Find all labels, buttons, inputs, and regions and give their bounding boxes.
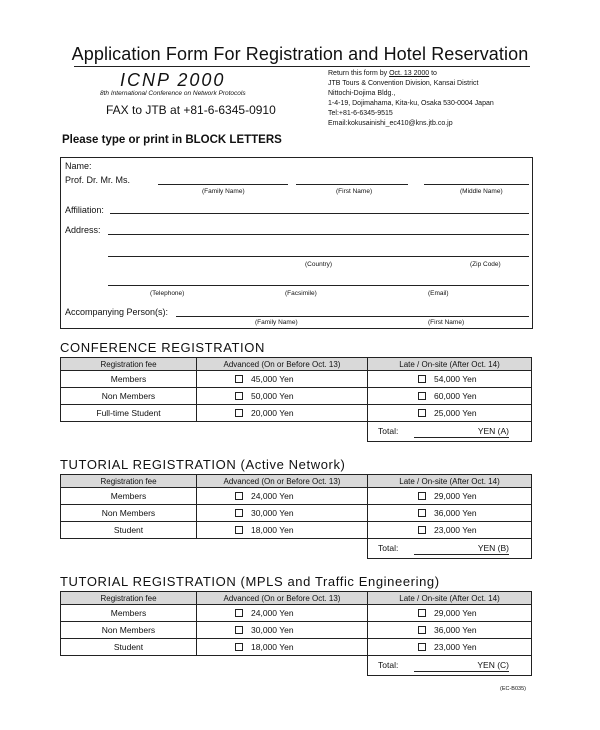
table-row [61, 639, 532, 656]
fee-category: Student [61, 639, 197, 656]
affiliation-label: Affiliation: [65, 205, 104, 215]
table-row [61, 388, 532, 405]
tutorial-mpls-section-title: TUTORIAL REGISTRATION (MPLS and Traffic Engineering) [60, 574, 440, 589]
late-option[interactable]: 60,000 Yen [368, 388, 532, 405]
header-advanced: Advanced (On or Before Oct. 13) [197, 592, 368, 605]
table-row [61, 505, 532, 522]
address-line: Tel:+81-6-6345-9515 [328, 110, 393, 117]
fee-category: Non Members [61, 388, 197, 405]
tutorial-active-fee-table [60, 474, 532, 559]
advanced-option[interactable]: 45,000 Yen [197, 371, 368, 388]
fee-category: Student [61, 522, 197, 539]
contact-field[interactable] [108, 285, 529, 286]
affiliation-field[interactable] [110, 213, 529, 214]
checkbox[interactable] [418, 392, 426, 400]
accompanying-field[interactable] [176, 316, 529, 317]
late-option[interactable]: 25,000 Yen [368, 405, 532, 422]
header-advanced: Advanced (On or Before Oct. 13) [197, 358, 368, 371]
fax-number: FAX to JTB at +81-6-6345-0910 [106, 103, 276, 117]
table-row [61, 622, 532, 639]
advanced-option[interactable]: 24,000 Yen [197, 605, 368, 622]
title-options: Prof. Dr. Mr. Ms. [65, 175, 131, 185]
family-name-hint: (Family Name) [202, 188, 245, 195]
advanced-option[interactable]: 24,000 Yen [197, 488, 368, 505]
checkbox[interactable] [235, 409, 243, 417]
table-row [61, 488, 532, 505]
address-line: 1-4-19, Dojimahama, Kita-ku, Osaka 530-0004 Japan [328, 100, 494, 107]
total-amount-line[interactable]: YEN (C) [414, 660, 509, 672]
total-field[interactable]: Total: YEN (C) [368, 656, 532, 676]
checkbox[interactable] [418, 609, 426, 617]
late-option[interactable]: 29,000 Yen [368, 605, 532, 622]
checkbox[interactable] [418, 409, 426, 417]
table-header-row [61, 592, 532, 605]
middle-name-field[interactable] [424, 184, 529, 185]
total-amount-line[interactable]: YEN (A) [414, 426, 509, 438]
advanced-option[interactable]: 30,000 Yen [197, 505, 368, 522]
fee-category: Members [61, 488, 197, 505]
late-option[interactable]: 36,000 Yen [368, 622, 532, 639]
return-deadline: Return this form by Oct. 13 2000 to [328, 70, 437, 77]
return-date: Oct. 13 2000 [389, 70, 430, 77]
first-name-field[interactable] [296, 184, 408, 185]
conference-section-title: CONFERENCE REGISTRATION [60, 340, 265, 355]
middle-name-hint: (Middle Name) [460, 188, 503, 195]
email-hint: (Email) [428, 290, 449, 297]
personal-info-box [60, 157, 533, 329]
checkbox[interactable] [418, 375, 426, 383]
checkbox[interactable] [235, 609, 243, 617]
total-row [61, 422, 532, 442]
late-option[interactable]: 23,000 Yen [368, 639, 532, 656]
checkbox[interactable] [235, 643, 243, 651]
checkbox[interactable] [235, 509, 243, 517]
form-code: (EC-B035) [500, 686, 526, 692]
advanced-option[interactable]: 20,000 Yen [197, 405, 368, 422]
facsimile-hint: (Facsimile) [285, 290, 317, 297]
tutorial-mpls-fee-table [60, 591, 532, 676]
advanced-option[interactable]: 30,000 Yen [197, 622, 368, 639]
fee-category: Members [61, 371, 197, 388]
checkbox[interactable] [418, 643, 426, 651]
header-late: Late / On-site (After Oct. 14) [368, 475, 532, 488]
country-hint: (Country) [305, 261, 333, 268]
total-row [61, 539, 532, 559]
instruction-text: Please type or print in BLOCK LETTERS [62, 134, 282, 146]
checkbox[interactable] [235, 526, 243, 534]
table-row [61, 522, 532, 539]
total-field[interactable]: Total: YEN (A) [368, 422, 532, 442]
fee-category: Non Members [61, 505, 197, 522]
table-row [61, 371, 532, 388]
total-field[interactable]: Total: YEN (B) [368, 539, 532, 559]
checkbox[interactable] [235, 392, 243, 400]
table-row [61, 605, 532, 622]
name-label: Name: [65, 161, 92, 171]
family-name-field[interactable] [158, 184, 288, 185]
checkbox[interactable] [418, 526, 426, 534]
fee-category: Members [61, 605, 197, 622]
tutorial-active-section-title: TUTORIAL REGISTRATION (Active Network) [60, 457, 346, 472]
header-advanced: Advanced (On or Before Oct. 13) [197, 475, 368, 488]
checkbox[interactable] [235, 492, 243, 500]
checkbox[interactable] [418, 492, 426, 500]
accompanying-family-hint: (Family Name) [255, 319, 298, 326]
table-row [61, 405, 532, 422]
conference-subtitle: 8th International Conference on Network Protocols [100, 90, 246, 97]
header-fee: Registration fee [61, 592, 197, 605]
late-option[interactable]: 23,000 Yen [368, 522, 532, 539]
accompanying-first-hint: (First Name) [428, 319, 465, 326]
late-option[interactable]: 54,000 Yen [368, 371, 532, 388]
checkbox[interactable] [235, 375, 243, 383]
telephone-hint: (Telephone) [150, 290, 185, 297]
title-underline [74, 66, 530, 67]
advanced-option[interactable]: 18,000 Yen [197, 522, 368, 539]
accompanying-label: Accompanying Person(s): [65, 307, 169, 317]
late-option[interactable]: 36,000 Yen [368, 505, 532, 522]
header-fee: Registration fee [61, 475, 197, 488]
checkbox[interactable] [418, 509, 426, 517]
conference-logo: ICNP 2000 [120, 70, 226, 90]
address-field-2[interactable] [108, 256, 529, 257]
header-late: Late / On-site (After Oct. 14) [368, 358, 532, 371]
table-header-row [61, 358, 532, 371]
first-name-hint: (First Name) [336, 188, 373, 195]
fee-category: Full-time Student [61, 405, 197, 422]
header-fee: Registration fee [61, 358, 197, 371]
header-late: Late / On-site (After Oct. 14) [368, 592, 532, 605]
address-field-1[interactable] [108, 234, 529, 235]
form-title: Application Form For Registration and Hotel Reservation [71, 44, 529, 64]
return-address [328, 69, 494, 129]
address-line: Nittochi-Dojima Bldg., [328, 90, 396, 97]
late-option[interactable]: 29,000 Yen [368, 488, 532, 505]
checkbox[interactable] [235, 626, 243, 634]
address-line: JTB Tours & Convention Division, Kansai District [328, 80, 479, 87]
address-line: Email:kokusainishi_ec410@kns.jtb.co.jp [328, 120, 453, 127]
advanced-option[interactable]: 18,000 Yen [197, 639, 368, 656]
total-amount-line[interactable]: YEN (B) [414, 543, 509, 555]
fee-category: Non Members [61, 622, 197, 639]
total-row [61, 656, 532, 676]
conference-fee-table [60, 357, 532, 442]
zip-code-hint: (Zip Code) [470, 261, 501, 268]
checkbox[interactable] [418, 626, 426, 634]
table-header-row [61, 475, 532, 488]
advanced-option[interactable]: 50,000 Yen [197, 388, 368, 405]
address-label: Address: [65, 225, 101, 235]
